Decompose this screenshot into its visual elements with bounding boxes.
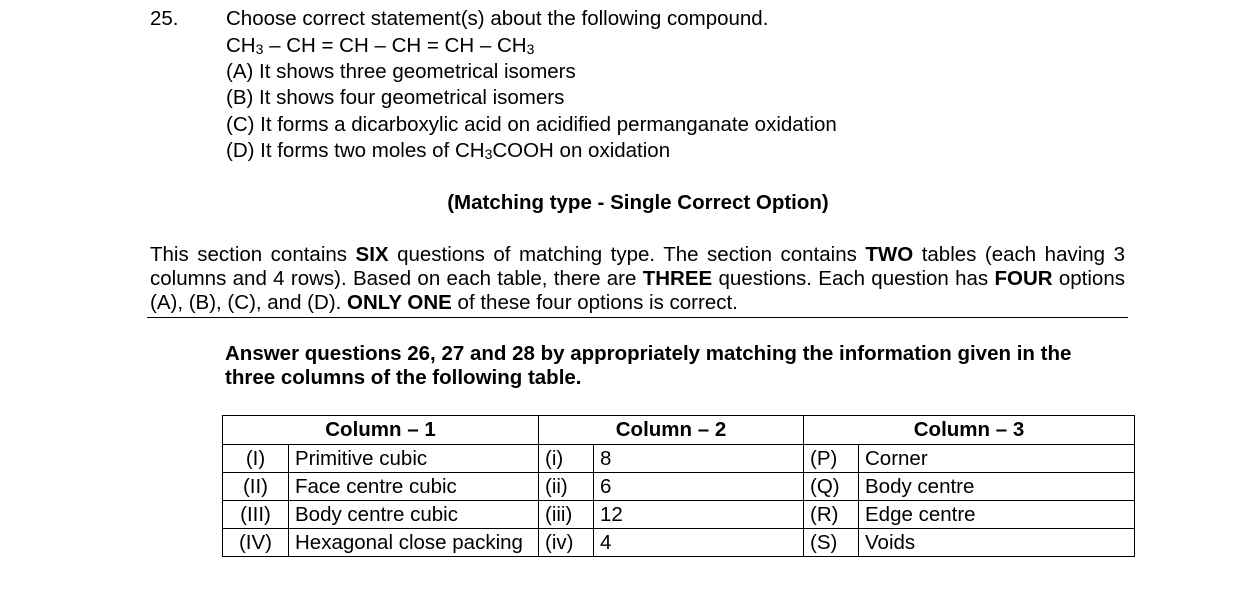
column-2-cell: 6 [594,473,804,501]
column-2-header: Column – 2 [539,416,804,445]
column-3-cell: Corner [859,445,1135,473]
table-row [223,529,1135,557]
column-1-cell: Hexagonal close packing [289,529,539,557]
option-a: (A) It shows three geometrical isomers [226,60,576,83]
compound-formula: $CH_3$ – CH = CH – CH = CH – $CH_3$ [226,34,535,57]
column-2-cell: 8 [594,445,804,473]
column-1-cell: Body centre cubic [289,501,539,529]
column-3-cell: Body centre [859,473,1135,501]
table-row [223,501,1135,529]
question-prompt: Choose correct statement(s) about the following compound. [226,7,769,30]
column-3-header: Column – 3 [804,416,1135,445]
option-b: (B) It shows four geometrical isomers [226,86,565,109]
column-3-index: (Q) [804,473,859,501]
option-d: (D) It forms two moles of $CH_3COOH$ on oxidation [226,139,671,162]
column-2-index: (iv) [539,529,594,557]
column-3-index: (S) [804,529,859,557]
column-3-cell: Edge centre [859,501,1135,529]
column-3-index: (R) [804,501,859,529]
column-2-index: (i) [539,445,594,473]
column-2-cell: 12 [594,501,804,529]
column-1-index: (II) [223,473,289,501]
matching-table [222,415,1135,557]
column-2-index: (ii) [539,473,594,501]
column-1-index: (I) [223,445,289,473]
column-1-cell: Face centre cubic [289,473,539,501]
section-description: This section contains SIX questions of matching type. The section contains TWO tables (each having 3 columns and 4 rows). Based on each table, there are THREE questions. Each question has FOUR options (A), (B), (C), and (D). ONLY ONE of these four options is correct. [150,243,1125,314]
column-3-cell: Voids [859,529,1135,557]
column-1-index: (IV) [223,529,289,557]
table-instruction: Answer questions 26, 27 and 28 by appropriately matching the information given in the three columns of the following table. [225,342,1072,389]
table-header-row [223,416,1135,445]
column-1-index: (III) [223,501,289,529]
question-number: 25. [150,7,179,30]
column-2-index: (iii) [539,501,594,529]
option-c: (C) It forms a dicarboxylic acid on acidified permanganate oxidation [226,113,837,136]
table-row [223,445,1135,473]
column-1-cell: Primitive cubic [289,445,539,473]
column-2-cell: 4 [594,529,804,557]
table-row [223,473,1135,501]
section-divider [147,317,1128,318]
column-3-index: (P) [804,445,859,473]
section-heading: (Matching type - Single Correct Option) [447,191,829,214]
column-1-header: Column – 1 [223,416,539,445]
